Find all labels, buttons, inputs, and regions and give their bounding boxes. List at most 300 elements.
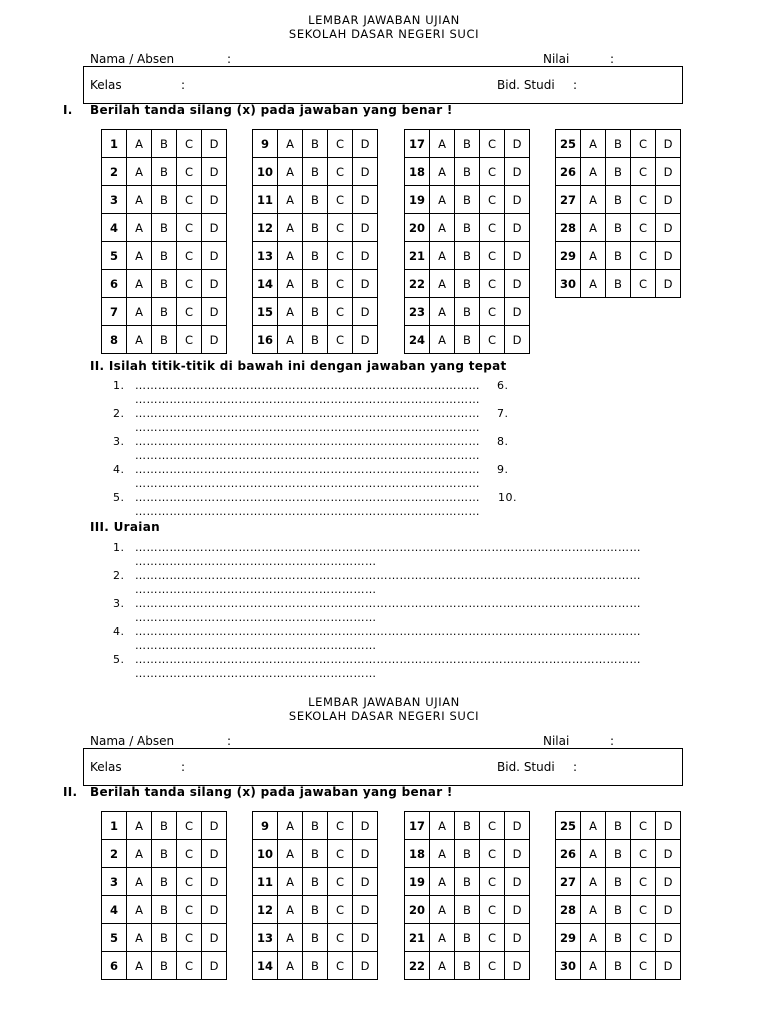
answer-option[interactable]: D	[505, 924, 530, 952]
sheet1-section3-heading: III. Uraian	[90, 520, 160, 534]
fill-answer-line[interactable]: ………………………………………………………………………………	[135, 435, 480, 448]
essay-item	[113, 625, 675, 638]
answer-option[interactable]: C	[631, 130, 656, 158]
answer-option[interactable]: C	[480, 924, 505, 952]
essay-item-number: 1.	[113, 541, 125, 554]
answer-option[interactable]: A	[278, 186, 303, 214]
question-number: 20	[405, 214, 430, 242]
answer-option[interactable]: C	[631, 270, 656, 298]
answer-option[interactable]: C	[328, 868, 353, 896]
answer-option[interactable]: B	[152, 158, 177, 186]
fill-answer-line-2[interactable]: ………………………………………………………………………………	[135, 505, 480, 518]
answer-option[interactable]: A	[127, 130, 152, 158]
answer-option[interactable]: B	[455, 924, 480, 952]
answer-option[interactable]: B	[152, 214, 177, 242]
answer-option[interactable]: D	[353, 186, 378, 214]
answer-option[interactable]: B	[606, 924, 631, 952]
answer-option[interactable]: B	[303, 186, 328, 214]
answer-option[interactable]: D	[202, 158, 227, 186]
answer-option[interactable]: C	[480, 186, 505, 214]
answer-option[interactable]: D	[656, 896, 681, 924]
answer-option[interactable]: C	[328, 952, 353, 980]
sheet2-subtitle: SEKOLAH DASAR NEGERI SUCI	[288, 709, 480, 723]
answer-option[interactable]: D	[353, 298, 378, 326]
answer-option[interactable]: A	[430, 924, 455, 952]
answer-option[interactable]: D	[202, 952, 227, 980]
answer-row	[405, 242, 530, 270]
answer-option[interactable]: A	[581, 214, 606, 242]
answer-option[interactable]: C	[177, 298, 202, 326]
essay-answer-line-2[interactable]: ………………………………………………………	[135, 555, 377, 568]
answer-row	[253, 812, 378, 840]
answer-row	[102, 186, 227, 214]
answer-option[interactable]: C	[480, 812, 505, 840]
question-number: 17	[405, 812, 430, 840]
fill-answer-line-2[interactable]: ………………………………………………………………………………	[135, 449, 480, 462]
answer-option[interactable]: B	[152, 270, 177, 298]
answer-option[interactable]: D	[505, 270, 530, 298]
answer-option[interactable]: C	[177, 270, 202, 298]
answer-option[interactable]: D	[656, 130, 681, 158]
essay-item-number: 4.	[113, 625, 125, 638]
fill-item	[113, 491, 533, 504]
answer-option[interactable]: B	[455, 298, 480, 326]
answer-option[interactable]: A	[430, 186, 455, 214]
answer-option[interactable]: A	[278, 868, 303, 896]
answer-grid	[252, 811, 378, 980]
answer-option[interactable]: D	[656, 158, 681, 186]
answer-option[interactable]: B	[303, 812, 328, 840]
answer-option[interactable]: D	[353, 158, 378, 186]
answer-option[interactable]: B	[455, 242, 480, 270]
answer-option[interactable]: A	[278, 896, 303, 924]
answer-option[interactable]: C	[328, 896, 353, 924]
answer-option[interactable]: B	[303, 868, 328, 896]
answer-option[interactable]: C	[328, 298, 353, 326]
answer-option[interactable]: A	[278, 270, 303, 298]
essay-item	[113, 597, 675, 610]
answer-option[interactable]: A	[278, 326, 303, 354]
fill-item	[113, 379, 533, 392]
answer-option[interactable]: B	[455, 812, 480, 840]
answer-row	[253, 270, 378, 298]
answer-option[interactable]: C	[177, 812, 202, 840]
answer-option[interactable]: B	[455, 952, 480, 980]
question-number: 14	[253, 952, 278, 980]
answer-option[interactable]: B	[606, 130, 631, 158]
sheet1-kelas-colon: :	[181, 78, 186, 92]
answer-option[interactable]: D	[505, 812, 530, 840]
answer-option[interactable]: A	[278, 812, 303, 840]
answer-row	[405, 214, 530, 242]
answer-option[interactable]: A	[127, 896, 152, 924]
sheet1-section1-number: I.	[63, 103, 73, 117]
fill-item	[113, 435, 533, 448]
answer-option[interactable]: A	[430, 840, 455, 868]
answer-option[interactable]: D	[202, 896, 227, 924]
essay-answer-line-2[interactable]: ………………………………………………………	[135, 667, 377, 680]
answer-option[interactable]: B	[606, 242, 631, 270]
answer-option[interactable]: C	[631, 186, 656, 214]
answer-option[interactable]: B	[152, 840, 177, 868]
question-number: 30	[556, 952, 581, 980]
answer-option[interactable]: B	[303, 298, 328, 326]
fill-item-number: 3.	[113, 435, 125, 448]
answer-option[interactable]: A	[127, 952, 152, 980]
answer-option[interactable]: D	[656, 270, 681, 298]
answer-option[interactable]: B	[152, 186, 177, 214]
answer-option[interactable]: A	[581, 924, 606, 952]
answer-option[interactable]: D	[202, 924, 227, 952]
answer-option[interactable]: A	[581, 186, 606, 214]
question-number: 7	[102, 298, 127, 326]
answer-option[interactable]: A	[278, 214, 303, 242]
sheet1-section2-heading: II. Isilah titik-titik di bawah ini dengan jawaban yang tepat	[90, 359, 507, 373]
answer-option[interactable]: A	[127, 242, 152, 270]
answer-option[interactable]: B	[303, 952, 328, 980]
answer-option[interactable]: A	[430, 298, 455, 326]
essay-item-number: 5.	[113, 653, 125, 666]
answer-row	[405, 270, 530, 298]
answer-option[interactable]: A	[581, 896, 606, 924]
question-number: 14	[253, 270, 278, 298]
answer-option[interactable]: C	[631, 952, 656, 980]
question-number: 17	[405, 130, 430, 158]
sheet2-nilai-label: Nilai	[543, 734, 570, 748]
answer-option[interactable]: B	[606, 186, 631, 214]
question-number: 30	[556, 270, 581, 298]
answer-option[interactable]: C	[631, 812, 656, 840]
answer-option[interactable]: B	[303, 214, 328, 242]
question-number: 10	[253, 840, 278, 868]
answer-option[interactable]: C	[177, 952, 202, 980]
sheet1-title: LEMBAR JAWABAN UJIAN	[308, 13, 460, 27]
answer-option[interactable]: B	[455, 186, 480, 214]
answer-row	[556, 868, 681, 896]
answer-option[interactable]: A	[581, 158, 606, 186]
answer-option[interactable]: B	[303, 158, 328, 186]
answer-option[interactable]: A	[581, 242, 606, 270]
answer-option[interactable]: A	[127, 924, 152, 952]
answer-option[interactable]: D	[353, 270, 378, 298]
essay-answer-line-2[interactable]: ………………………………………………………	[135, 583, 377, 596]
question-number: 18	[405, 158, 430, 186]
answer-option[interactable]: C	[480, 270, 505, 298]
answer-row	[556, 186, 681, 214]
answer-option[interactable]: C	[177, 868, 202, 896]
sheet1-nama-label: Nama / Absen	[90, 52, 175, 66]
answer-option[interactable]: C	[480, 326, 505, 354]
answer-option[interactable]: D	[505, 952, 530, 980]
essay-item	[113, 569, 675, 582]
answer-option[interactable]: D	[505, 214, 530, 242]
answer-option[interactable]: C	[631, 158, 656, 186]
sheet2-section1-heading: Berilah tanda silang (x) pada jawaban yang benar !	[90, 785, 453, 799]
answer-option[interactable]: B	[606, 840, 631, 868]
answer-option[interactable]: B	[152, 812, 177, 840]
answer-option[interactable]: A	[581, 270, 606, 298]
essay-answer-line-2[interactable]: ………………………………………………………	[135, 639, 377, 652]
essay-answer-line[interactable]: ……………………………………………………………………………………………………………………	[135, 597, 641, 610]
question-number: 1	[102, 812, 127, 840]
answer-option[interactable]: D	[656, 868, 681, 896]
answer-option[interactable]: C	[177, 158, 202, 186]
answer-row	[405, 130, 530, 158]
answer-option[interactable]: B	[455, 868, 480, 896]
answer-option[interactable]: C	[328, 130, 353, 158]
answer-option[interactable]: A	[127, 868, 152, 896]
answer-option[interactable]: D	[353, 214, 378, 242]
answer-option[interactable]: D	[202, 130, 227, 158]
answer-option[interactable]: B	[455, 158, 480, 186]
answer-option[interactable]: C	[177, 242, 202, 270]
answer-option[interactable]: C	[328, 840, 353, 868]
answer-row	[102, 812, 227, 840]
answer-option[interactable]: D	[353, 952, 378, 980]
answer-option[interactable]: C	[328, 186, 353, 214]
answer-option[interactable]: B	[606, 214, 631, 242]
answer-option[interactable]: C	[328, 270, 353, 298]
sheet1-subtitle: SEKOLAH DASAR NEGERI SUCI	[288, 27, 480, 41]
answer-option[interactable]: C	[177, 924, 202, 952]
answer-option[interactable]: D	[656, 812, 681, 840]
answer-option[interactable]: D	[656, 952, 681, 980]
answer-option[interactable]: C	[177, 214, 202, 242]
answer-option[interactable]: D	[353, 896, 378, 924]
answer-option[interactable]: D	[505, 130, 530, 158]
answer-option[interactable]: A	[430, 270, 455, 298]
answer-option[interactable]: A	[430, 812, 455, 840]
fill-answer-line-2[interactable]: ………………………………………………………………………………	[135, 421, 480, 434]
answer-option[interactable]: D	[202, 840, 227, 868]
answer-row	[102, 270, 227, 298]
essay-item-number: 2.	[113, 569, 125, 582]
answer-option[interactable]: A	[127, 326, 152, 354]
answer-option[interactable]: D	[505, 298, 530, 326]
essay-item-number: 3.	[113, 597, 125, 610]
answer-option[interactable]: D	[656, 840, 681, 868]
answer-option[interactable]: D	[505, 186, 530, 214]
answer-option[interactable]: B	[455, 840, 480, 868]
essay-answer-line[interactable]: ……………………………………………………………………………………………………………………	[135, 541, 641, 554]
question-number: 19	[405, 186, 430, 214]
answer-option[interactable]: A	[430, 130, 455, 158]
answer-option[interactable]: B	[455, 270, 480, 298]
answer-option[interactable]: C	[480, 242, 505, 270]
answer-option[interactable]: C	[480, 952, 505, 980]
answer-option[interactable]: D	[505, 326, 530, 354]
answer-option[interactable]: A	[278, 158, 303, 186]
answer-option[interactable]: A	[278, 298, 303, 326]
answer-option[interactable]: A	[278, 242, 303, 270]
answer-option[interactable]: D	[353, 242, 378, 270]
answer-option[interactable]: A	[430, 214, 455, 242]
answer-option[interactable]: C	[328, 158, 353, 186]
answer-option[interactable]: A	[581, 812, 606, 840]
essay-answer-line-2[interactable]: ………………………………………………………	[135, 611, 377, 624]
answer-option[interactable]: A	[430, 326, 455, 354]
answer-option[interactable]: B	[606, 952, 631, 980]
answer-option[interactable]: B	[606, 868, 631, 896]
answer-option[interactable]: A	[278, 130, 303, 158]
answer-option[interactable]: B	[606, 812, 631, 840]
answer-option[interactable]: A	[127, 840, 152, 868]
answer-option[interactable]: C	[328, 242, 353, 270]
answer-option[interactable]: A	[581, 840, 606, 868]
answer-option[interactable]: A	[127, 298, 152, 326]
answer-option[interactable]: B	[303, 924, 328, 952]
answer-option[interactable]: A	[127, 270, 152, 298]
answer-row	[405, 868, 530, 896]
question-number: 8	[102, 326, 127, 354]
answer-row	[102, 952, 227, 980]
answer-option[interactable]: D	[656, 186, 681, 214]
answer-option[interactable]: C	[631, 214, 656, 242]
answer-option[interactable]: C	[480, 298, 505, 326]
answer-option[interactable]: D	[202, 242, 227, 270]
question-number: 15	[253, 298, 278, 326]
answer-grid	[404, 811, 530, 980]
answer-option[interactable]: A	[430, 952, 455, 980]
answer-option[interactable]: B	[303, 270, 328, 298]
fill-answer-line-2[interactable]: ………………………………………………………………………………	[135, 393, 480, 406]
answer-option[interactable]: A	[430, 242, 455, 270]
answer-option[interactable]: C	[480, 158, 505, 186]
answer-option[interactable]: C	[631, 896, 656, 924]
question-number: 13	[253, 242, 278, 270]
answer-option[interactable]: B	[455, 130, 480, 158]
sheet1-kelas-box	[83, 66, 683, 104]
answer-option[interactable]: B	[455, 214, 480, 242]
answer-option[interactable]: B	[152, 326, 177, 354]
question-number: 29	[556, 242, 581, 270]
answer-option[interactable]: D	[353, 812, 378, 840]
answer-option[interactable]: D	[505, 868, 530, 896]
fill-answer-line-2[interactable]: ………………………………………………………………………………	[135, 477, 480, 490]
answer-option[interactable]: A	[127, 812, 152, 840]
answer-option[interactable]: D	[353, 868, 378, 896]
answer-option[interactable]: B	[455, 896, 480, 924]
answer-option[interactable]: C	[328, 812, 353, 840]
answer-option[interactable]: C	[631, 868, 656, 896]
answer-option[interactable]: C	[631, 924, 656, 952]
essay-answer-line[interactable]: ……………………………………………………………………………………………………………………	[135, 625, 641, 638]
answer-option[interactable]: D	[202, 326, 227, 354]
answer-option[interactable]: A	[430, 868, 455, 896]
answer-option[interactable]: B	[303, 242, 328, 270]
answer-option[interactable]: C	[480, 868, 505, 896]
answer-option[interactable]: D	[505, 158, 530, 186]
answer-option[interactable]: C	[480, 840, 505, 868]
answer-option[interactable]: C	[177, 896, 202, 924]
answer-option[interactable]: B	[152, 924, 177, 952]
answer-option[interactable]: D	[202, 186, 227, 214]
fill-answer-line[interactable]: ………………………………………………………………………………	[135, 491, 480, 504]
answer-option[interactable]: D	[202, 868, 227, 896]
answer-option[interactable]: B	[152, 896, 177, 924]
answer-option[interactable]: A	[278, 924, 303, 952]
answer-option[interactable]: B	[606, 158, 631, 186]
answer-option[interactable]: A	[581, 130, 606, 158]
fill-answer-line[interactable]: ………………………………………………………………………………	[135, 407, 480, 420]
question-number: 6	[102, 952, 127, 980]
answer-option[interactable]: B	[152, 242, 177, 270]
answer-option[interactable]: B	[303, 896, 328, 924]
answer-option[interactable]: D	[202, 270, 227, 298]
answer-option[interactable]: C	[177, 326, 202, 354]
answer-option[interactable]: C	[631, 840, 656, 868]
answer-option[interactable]: C	[177, 130, 202, 158]
answer-option[interactable]: D	[353, 130, 378, 158]
question-number: 2	[102, 158, 127, 186]
answer-option[interactable]: D	[505, 896, 530, 924]
answer-option[interactable]: C	[480, 130, 505, 158]
answer-option[interactable]: A	[127, 158, 152, 186]
answer-option[interactable]: C	[328, 214, 353, 242]
fill-answer-line[interactable]: ………………………………………………………………………………	[135, 463, 480, 476]
answer-row	[556, 924, 681, 952]
answer-option[interactable]: D	[656, 924, 681, 952]
answer-option[interactable]: B	[303, 840, 328, 868]
answer-option[interactable]: C	[177, 186, 202, 214]
answer-option[interactable]: B	[303, 326, 328, 354]
question-number: 27	[556, 868, 581, 896]
answer-option[interactable]: B	[303, 130, 328, 158]
fill-answer-line[interactable]: ………………………………………………………………………………	[135, 379, 480, 392]
answer-option[interactable]: B	[152, 952, 177, 980]
answer-option[interactable]: B	[606, 270, 631, 298]
answer-option[interactable]: B	[455, 326, 480, 354]
answer-option[interactable]: D	[353, 840, 378, 868]
answer-option[interactable]: A	[127, 214, 152, 242]
answer-option[interactable]: D	[656, 242, 681, 270]
answer-row	[253, 326, 378, 354]
answer-option[interactable]: D	[353, 326, 378, 354]
answer-option[interactable]: B	[152, 298, 177, 326]
answer-option[interactable]: C	[177, 840, 202, 868]
answer-option[interactable]: D	[505, 840, 530, 868]
answer-option[interactable]: D	[505, 242, 530, 270]
answer-option[interactable]: A	[430, 158, 455, 186]
answer-grid	[555, 811, 681, 980]
answer-option[interactable]: D	[202, 214, 227, 242]
answer-option[interactable]: A	[430, 896, 455, 924]
answer-option[interactable]: C	[480, 896, 505, 924]
answer-row	[253, 298, 378, 326]
question-number: 3	[102, 186, 127, 214]
answer-option[interactable]: A	[127, 186, 152, 214]
answer-option[interactable]: B	[152, 868, 177, 896]
answer-option[interactable]: A	[278, 840, 303, 868]
answer-option[interactable]: C	[328, 326, 353, 354]
answer-option[interactable]: B	[152, 130, 177, 158]
essay-answer-line[interactable]: ……………………………………………………………………………………………………………………	[135, 569, 641, 582]
sheet2-kelas-label: Kelas	[90, 760, 122, 774]
answer-option[interactable]: A	[581, 868, 606, 896]
answer-option[interactable]: A	[278, 952, 303, 980]
answer-option[interactable]: C	[480, 214, 505, 242]
answer-option[interactable]: D	[202, 812, 227, 840]
answer-row	[102, 924, 227, 952]
answer-option[interactable]: D	[353, 924, 378, 952]
essay-answer-line[interactable]: ……………………………………………………………………………………………………………………	[135, 653, 641, 666]
answer-option[interactable]: C	[631, 242, 656, 270]
answer-option[interactable]: D	[202, 298, 227, 326]
answer-option[interactable]: B	[606, 896, 631, 924]
answer-option[interactable]: D	[656, 214, 681, 242]
answer-option[interactable]: C	[328, 924, 353, 952]
answer-option[interactable]: A	[581, 952, 606, 980]
